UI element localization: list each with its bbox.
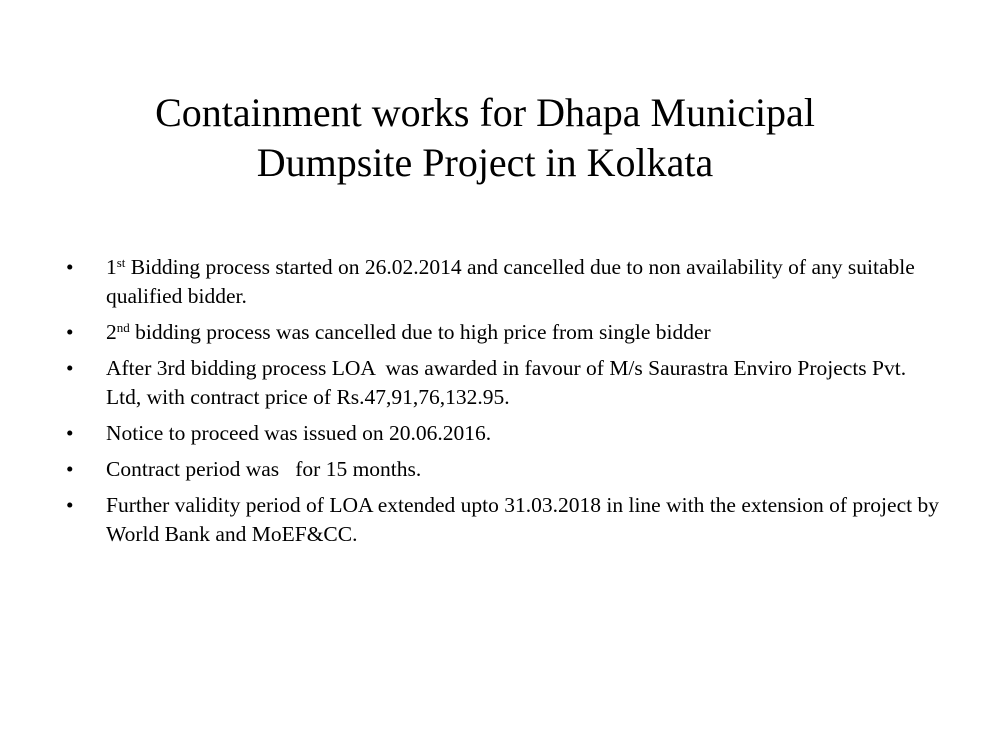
bullet-ordinal-number: 2: [106, 320, 117, 344]
bullet-icon: •: [66, 255, 74, 279]
bullet-icon: •: [66, 493, 74, 517]
bullet-item-notice-to-proceed: [66, 419, 946, 448]
bullet-item-validity-extension: [66, 491, 946, 549]
bullet-icon: •: [66, 421, 74, 445]
bullet-text: Bidding process started on 26.02.2014 and cancelled due to non availability of any suitable qualified bidder.: [106, 255, 915, 308]
bullet-list: [66, 253, 946, 556]
bullet-item-first-bidding: [66, 253, 946, 311]
slide-title-line-2: Dumpsite Project in Kolkata: [256, 140, 714, 185]
bullet-item-contract-period: [66, 455, 946, 484]
bullet-item-second-bidding: [66, 318, 946, 347]
bullet-text: Contract period was for 15 months.: [106, 457, 422, 481]
bullet-ordinal-suffix: nd: [116, 319, 130, 335]
slide-title-line-1: Containment works for Dhapa Municipal: [155, 90, 815, 135]
bullet-ordinal-number: 1: [106, 255, 117, 279]
bullet-text: Notice to proceed was issued on 20.06.2016.: [106, 421, 492, 445]
bullet-text: After 3rd bidding process LOA was awarded in favour of M/s Saurastra Enviro Projects Pvt. Ltd, with contract price of Rs.47,91,76,132.95.: [106, 356, 912, 409]
bullet-text: bidding process was cancelled due to high price from single bidder: [129, 320, 711, 344]
bullet-item-loa-awarded: [66, 354, 946, 412]
bullet-icon: •: [66, 320, 74, 344]
bullet-icon: •: [66, 457, 74, 481]
bullet-ordinal-suffix: st: [116, 254, 126, 270]
bullet-text: Further validity period of LOA extended upto 31.03.2018 in line with the extension of project by World Bank and MoEF&CC.: [106, 493, 939, 546]
slide-title: [70, 88, 900, 188]
bullet-icon: •: [66, 356, 74, 380]
